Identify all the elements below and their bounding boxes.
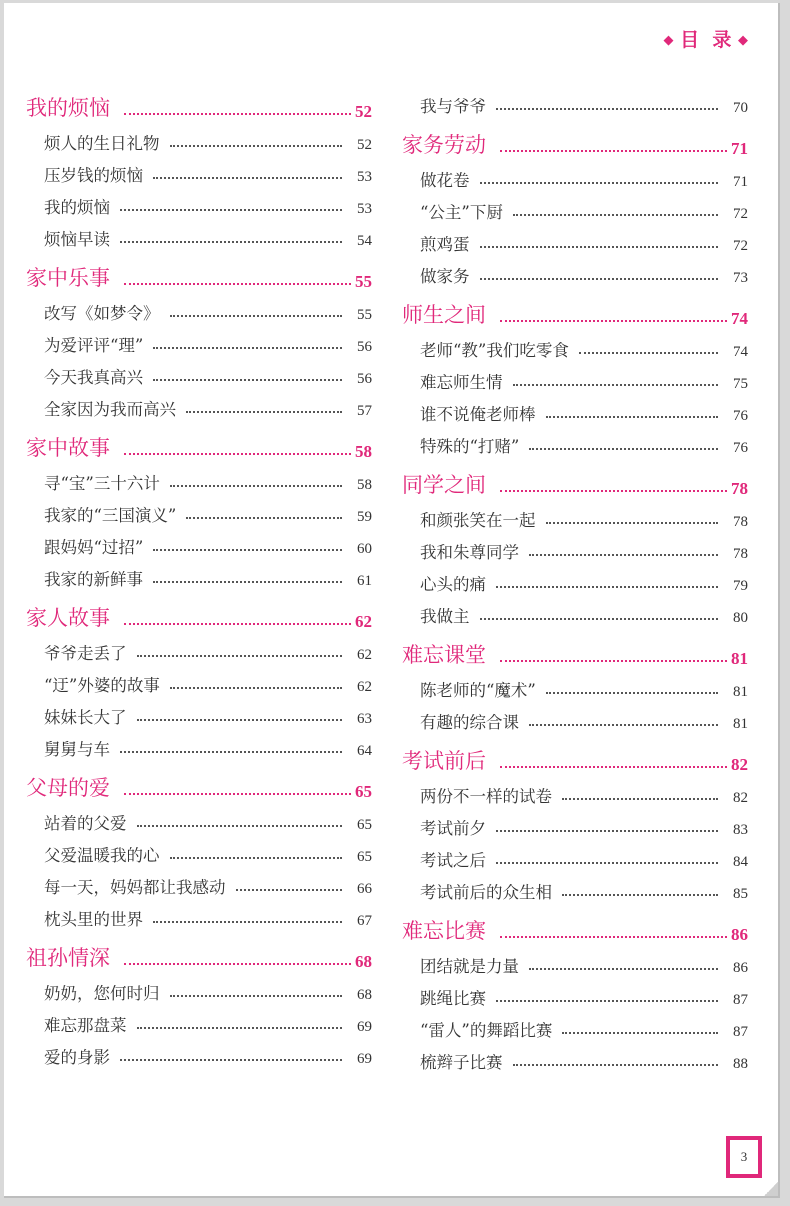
entry-title: 站着的父爱	[44, 814, 127, 833]
entry-page-number: 72	[733, 206, 748, 222]
entry-title: 做花卷	[420, 171, 470, 190]
section-heading[interactable]	[402, 467, 748, 499]
dot-leader	[120, 751, 342, 753]
toc-section	[402, 743, 748, 903]
entry-title: 妹妹长大了	[44, 708, 127, 727]
diamond-left-icon: ◆	[663, 33, 674, 48]
toc-entry[interactable]	[402, 223, 748, 255]
entry-title: 今天我真高兴	[44, 368, 143, 387]
dot-leader	[153, 581, 342, 583]
dot-leader	[513, 214, 718, 216]
entry-page-number: 71	[733, 174, 748, 190]
toc-entry[interactable]	[26, 154, 372, 186]
entry-title: 心头的痛	[420, 575, 486, 594]
toc-entry[interactable]	[26, 558, 372, 590]
section-page-number: 86	[731, 925, 748, 944]
entry-page-number: 78	[733, 514, 748, 530]
entry-title: 难忘那盘菜	[44, 1016, 127, 1035]
entry-page-number: 82	[733, 790, 748, 806]
page-number-box	[726, 1136, 762, 1178]
entry-page-number: 80	[733, 610, 748, 626]
entry-page-number: 81	[733, 684, 748, 700]
entry-title: 特殊的“打赌”	[420, 437, 520, 456]
dot-leader	[137, 825, 343, 827]
toc-entry[interactable]	[26, 388, 372, 420]
toc-entry[interactable]	[26, 728, 372, 760]
toc-entry[interactable]	[26, 526, 372, 558]
dot-leader	[562, 798, 718, 800]
toc-entry[interactable]	[26, 186, 372, 218]
entry-title: 煎鸡蛋	[420, 235, 470, 254]
toc-entry[interactable]	[26, 898, 372, 930]
section-title: 家务劳动	[402, 133, 486, 157]
toc-entry[interactable]	[26, 292, 372, 324]
entry-page-number: 85	[733, 886, 748, 902]
dot-leader	[153, 921, 342, 923]
toc-entry[interactable]	[26, 356, 372, 388]
dot-leader	[513, 384, 719, 386]
entry-page-number: 60	[357, 541, 372, 557]
entry-title: 两份不一样的试卷	[420, 787, 552, 806]
entry-title: “迂”外婆的故事	[44, 676, 160, 695]
entry-page-number: 52	[357, 137, 372, 153]
dot-leader	[124, 283, 351, 285]
entry-page-number: 57	[357, 403, 372, 419]
entry-title: 我的烦恼	[44, 198, 110, 217]
entry-title: “雷人”的舞蹈比赛	[420, 1021, 553, 1040]
section-heading[interactable]	[402, 127, 748, 159]
entry-title: 全家因为我而高兴	[44, 400, 176, 419]
toc-entry[interactable]	[402, 255, 748, 287]
toc-section	[26, 430, 372, 590]
section-heading[interactable]	[402, 637, 748, 669]
entry-page-number: 67	[357, 913, 372, 929]
section-page-number: 68	[355, 952, 372, 971]
entry-page-number: 56	[357, 339, 372, 355]
entry-page-number: 62	[357, 679, 372, 695]
section-page-number: 71	[731, 139, 748, 158]
toc-entry[interactable]	[26, 462, 372, 494]
dot-leader	[170, 857, 343, 859]
entry-page-number: 69	[357, 1019, 372, 1035]
dot-leader	[529, 448, 718, 450]
page-corner	[764, 1182, 778, 1196]
toc-entry[interactable]	[26, 494, 372, 526]
toc-entry[interactable]	[402, 531, 748, 563]
section-page-number: 58	[355, 442, 372, 461]
entry-page-number: 74	[733, 344, 748, 360]
toc-section	[26, 770, 372, 930]
section-heading[interactable]	[402, 297, 748, 329]
entry-page-number: 83	[733, 822, 748, 838]
entry-title: 烦恼早读	[44, 230, 110, 249]
section-page-number: 81	[731, 649, 748, 668]
entry-title: 每一天，妈妈都让我感动	[44, 878, 226, 897]
section-heading[interactable]	[402, 743, 748, 775]
entry-title: 跟妈妈“过招”	[44, 538, 144, 557]
toc-entry[interactable]	[402, 807, 748, 839]
dot-leader	[170, 315, 343, 317]
entry-title: 我做主	[420, 607, 470, 626]
toc-entry[interactable]	[26, 664, 372, 696]
dot-leader	[153, 177, 342, 179]
section-page-number: 62	[355, 612, 372, 631]
entry-page-number: 75	[733, 376, 748, 392]
section-page-number: 78	[731, 479, 748, 498]
section-page-number: 55	[355, 272, 372, 291]
section-title: 难忘课堂	[402, 643, 486, 667]
section-page-number: 52	[355, 102, 372, 121]
dot-leader	[120, 1059, 342, 1061]
entry-page-number: 61	[357, 573, 372, 589]
toc-entry[interactable]	[26, 1036, 372, 1068]
section-page-number: 74	[731, 309, 748, 328]
entry-title: 舅舅与车	[44, 740, 110, 759]
toc-entry[interactable]	[402, 393, 748, 425]
toc-entry[interactable]	[402, 775, 748, 807]
dot-leader	[500, 150, 727, 152]
entry-page-number: 53	[357, 169, 372, 185]
entry-page-number: 53	[357, 201, 372, 217]
toc-section	[402, 637, 748, 733]
entry-page-number: 66	[357, 881, 372, 897]
dot-leader	[529, 554, 718, 556]
dot-leader	[480, 246, 719, 248]
toc-section	[26, 600, 372, 760]
entry-title: 和颜张笑在一起	[420, 511, 536, 530]
toc-entry[interactable]	[402, 839, 748, 871]
entry-page-number: 76	[733, 408, 748, 424]
dot-leader	[137, 719, 343, 721]
section-heading[interactable]	[402, 913, 748, 945]
dot-leader	[124, 453, 351, 455]
section-title: 师生之间	[402, 303, 486, 327]
entry-page-number: 55	[357, 307, 372, 323]
dot-leader	[496, 1000, 718, 1002]
toc-entry[interactable]	[402, 361, 748, 393]
dot-leader	[170, 485, 342, 487]
toc-section	[26, 940, 372, 1068]
toc-entry[interactable]	[26, 324, 372, 356]
toc-entry[interactable]	[402, 669, 748, 701]
section-title: 家中乐事	[26, 266, 110, 290]
entry-title: 父爱温暖我的心	[44, 846, 160, 865]
toc-entry[interactable]	[402, 1041, 748, 1073]
toc-entry[interactable]	[26, 632, 372, 664]
section-heading[interactable]	[26, 940, 372, 972]
section-title: 难忘比赛	[402, 919, 486, 943]
toc-entry[interactable]	[402, 1009, 748, 1041]
entry-title: 难忘师生情	[420, 373, 503, 392]
dot-leader	[500, 490, 727, 492]
dot-leader	[170, 687, 342, 689]
section-title: 我的烦恼	[26, 96, 110, 120]
toc-column-right	[402, 85, 748, 1083]
section-title: 家人故事	[26, 606, 110, 630]
entry-title: 考试之后	[420, 851, 486, 870]
dot-leader	[170, 145, 343, 147]
dot-leader	[500, 660, 727, 662]
toc-section	[26, 90, 372, 250]
toc-section	[402, 297, 748, 457]
dot-leader	[137, 1027, 343, 1029]
toc-entry[interactable]	[26, 866, 372, 898]
dot-leader	[500, 936, 727, 938]
entry-page-number: 72	[733, 238, 748, 254]
dot-leader	[236, 889, 343, 891]
toc-section	[26, 260, 372, 420]
dot-leader	[546, 692, 718, 694]
entry-title: 压岁钱的烦恼	[44, 166, 143, 185]
entry-title: 我家的“三国演义”	[44, 506, 177, 525]
entry-title: 寻“宝”三十六计	[44, 474, 160, 493]
dot-leader	[480, 278, 719, 280]
toc-entry[interactable]	[402, 701, 748, 733]
section-heading[interactable]	[26, 430, 372, 462]
dot-leader	[546, 416, 719, 418]
entry-title: 有趣的综合课	[420, 713, 519, 732]
entry-title: 考试前后的众生相	[420, 883, 552, 902]
entry-page-number: 64	[357, 743, 372, 759]
toc-entry[interactable]	[402, 191, 748, 223]
dot-leader	[186, 517, 342, 519]
entry-page-number: 58	[357, 477, 372, 493]
entry-title: 谁不说俺老师棒	[420, 405, 536, 424]
toc-header	[664, 25, 748, 52]
section-title: 考试前后	[402, 749, 486, 773]
toc-entry[interactable]	[26, 218, 372, 250]
entry-page-number: 78	[733, 546, 748, 562]
entry-title: 我家的新鲜事	[44, 570, 143, 589]
dot-leader	[529, 724, 718, 726]
section-title: 家中故事	[26, 436, 110, 460]
entry-title: 枕头里的世界	[44, 910, 143, 929]
entry-title: 跳绳比赛	[420, 989, 486, 1008]
entry-title: 做家务	[420, 267, 470, 286]
entry-page-number: 65	[357, 817, 372, 833]
entry-page-number: 69	[357, 1051, 372, 1067]
dot-leader	[153, 347, 342, 349]
dot-leader	[153, 549, 342, 551]
toc-section	[402, 467, 748, 627]
page-number: 3	[730, 1140, 758, 1174]
dot-leader	[124, 113, 351, 115]
entry-page-number: 76	[733, 440, 748, 456]
entry-title: 陈老师的“魔术”	[420, 681, 536, 700]
dot-leader	[120, 209, 342, 211]
entry-title: 团结就是力量	[420, 957, 519, 976]
dot-leader	[496, 830, 718, 832]
section-title: 祖孙情深	[26, 946, 110, 970]
entry-page-number: 63	[357, 711, 372, 727]
dot-leader	[496, 108, 718, 110]
entry-title: 为爱评评“理”	[44, 336, 144, 355]
dot-leader	[513, 1064, 719, 1066]
toc-entry[interactable]	[402, 945, 748, 977]
toc-entry[interactable]	[26, 122, 372, 154]
entry-title: 老师“教”我们吃零食	[420, 341, 569, 360]
dot-leader	[496, 586, 718, 588]
entry-title: 奶奶，您何时归	[44, 984, 160, 1003]
toc-entry[interactable]	[402, 159, 748, 191]
section-heading[interactable]	[26, 260, 372, 292]
entry-page-number: 65	[357, 849, 372, 865]
entry-title: 考试前夕	[420, 819, 486, 838]
dot-leader	[124, 793, 351, 795]
toc-section	[402, 913, 748, 1073]
entry-title: 我与爷爷	[420, 97, 486, 116]
dot-leader	[137, 655, 343, 657]
entry-title: 爱的身影	[44, 1048, 110, 1067]
entry-page-number: 59	[357, 509, 372, 525]
dot-leader	[124, 963, 351, 965]
dot-leader	[562, 894, 718, 896]
toc-entry[interactable]	[402, 425, 748, 457]
entry-title: 我和朱尊同学	[420, 543, 519, 562]
toc-entry[interactable]	[26, 972, 372, 1004]
toc-entry[interactable]	[402, 977, 748, 1009]
book-page	[4, 3, 780, 1198]
section-heading[interactable]	[26, 770, 372, 802]
section-heading[interactable]	[26, 90, 372, 122]
toc-entry[interactable]	[402, 499, 748, 531]
dot-leader	[529, 968, 718, 970]
entry-page-number: 73	[733, 270, 748, 286]
entry-page-number: 79	[733, 578, 748, 594]
toc-entry[interactable]	[402, 871, 748, 903]
dot-leader	[120, 241, 342, 243]
toc-entry[interactable]	[26, 1004, 372, 1036]
toc-entry[interactable]	[26, 696, 372, 728]
toc-entry[interactable]	[26, 802, 372, 834]
toc-section	[402, 85, 748, 117]
entry-page-number: 68	[357, 987, 372, 1003]
toc-entry[interactable]	[402, 85, 748, 117]
dot-leader	[562, 1032, 718, 1034]
toc-entry[interactable]	[402, 563, 748, 595]
toc-column-left	[26, 85, 372, 1078]
dot-leader	[546, 522, 719, 524]
entry-page-number: 88	[733, 1056, 748, 1072]
dot-leader	[500, 766, 727, 768]
entry-page-number: 86	[733, 960, 748, 976]
toc-entry[interactable]	[402, 329, 748, 361]
toc-section	[402, 127, 748, 287]
entry-page-number: 70	[733, 100, 748, 116]
entry-title: 梳辫子比赛	[420, 1053, 503, 1072]
entry-page-number: 84	[733, 854, 748, 870]
dot-leader	[153, 379, 342, 381]
dot-leader	[124, 623, 351, 625]
entry-page-number: 62	[357, 647, 372, 663]
entry-title: 烦人的生日礼物	[44, 134, 160, 153]
diamond-right-icon: ◆	[738, 33, 748, 48]
entry-page-number: 87	[733, 992, 748, 1008]
section-title: 父母的爱	[26, 776, 110, 800]
dot-leader	[480, 182, 719, 184]
dot-leader	[170, 995, 343, 997]
entry-page-number: 54	[357, 233, 372, 249]
dot-leader	[579, 352, 718, 354]
section-page-number: 65	[355, 782, 372, 801]
section-page-number: 82	[731, 755, 748, 774]
dot-leader	[480, 618, 719, 620]
toc-entry[interactable]	[26, 834, 372, 866]
toc-title: 目 录	[680, 29, 732, 51]
entry-page-number: 87	[733, 1024, 748, 1040]
dot-leader	[496, 862, 718, 864]
entry-page-number: 56	[357, 371, 372, 387]
dot-leader	[186, 411, 342, 413]
entry-title: “公主”下厨	[420, 203, 503, 222]
toc-entry[interactable]	[402, 595, 748, 627]
entry-page-number: 81	[733, 716, 748, 732]
entry-title: 爷爷走丢了	[44, 644, 127, 663]
dot-leader	[500, 320, 727, 322]
section-title: 同学之间	[402, 473, 486, 497]
entry-title: 改写《如梦令》	[44, 304, 160, 323]
section-heading[interactable]	[26, 600, 372, 632]
